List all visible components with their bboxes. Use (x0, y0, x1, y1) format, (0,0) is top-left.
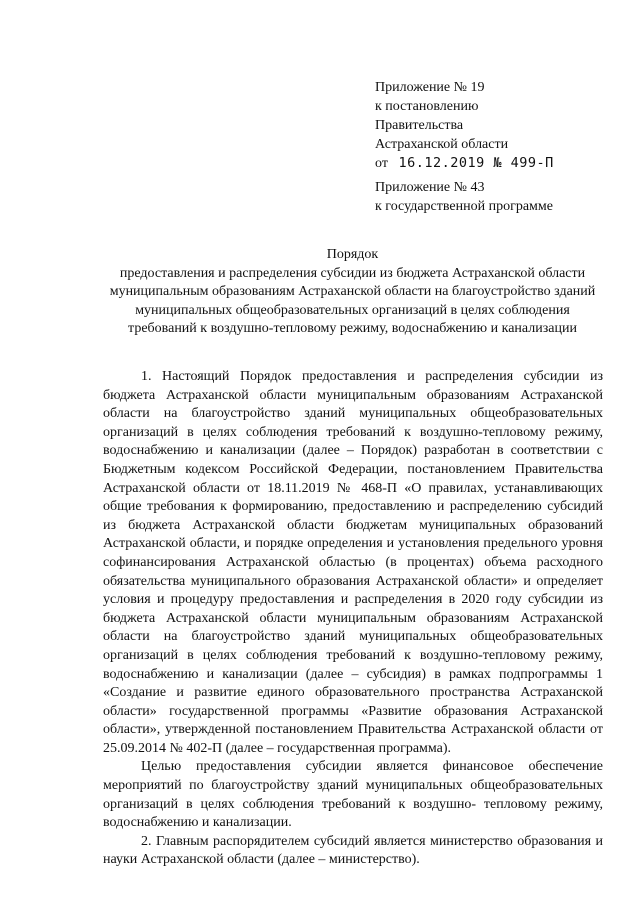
appendix-43-number: Приложение № 43 (375, 180, 485, 195)
appendix-19-ref: к постановлению (375, 99, 479, 114)
appendix-43-block (375, 178, 553, 216)
appendix-19-authority: Правительства (375, 118, 464, 133)
appendix-19-block (375, 78, 554, 173)
appendix-19-region: Астраханской области (375, 137, 509, 152)
appendix-19-date-prefix: от (375, 156, 388, 171)
paragraph-1: 1. Настоящий Порядок предоставления и распределения субсидии из бюджета Астраханской области муниципальным образованиям Астраханской области на благоустройство зданий муниципальных общеобразовательных организаций в целях соблюдения требований к воздушно-тепловому режиму, водоснабжению и канализации (далее – Порядок) разработан в соответствии с Бюджетным кодексом Российской Федерации, постановлением Правительства Астраханской области от 18.11.2019 № 468-П «О правилах, устанавливающих общие требования к формированию, предоставлению и распределению субсидий из бюджета Астраханской области бюджетам муниципальных образований Астраханской области, и порядке определения и установления предельного уровня софинансирования Астраханской областью (в процентах) объема расходного обязательства муниципального образования Астраханской области» и определяет условия и процедуру предоставления и распределения в 2020 году субсидии из бюджета Астраханской области муниципальным образованиям Астраханской области на благоустройство зданий муниципальных общеобразовательных организаций в целях соблюдения требований к воздушно-тепловому режиму, водоснабжению и канализации (далее – субсидия) в рамках подпрограммы 1 «Создание и развитие единого образовательного пространства Астраханской области» государственной программы «Развитие образования Астраханской области», утвержденной постановлением Правительства Астраханской области от 25.09.2014 № 402-П (далее – государственная программа). (103, 369, 603, 756)
appendix-19-number: Приложение № 19 (375, 80, 485, 95)
appendix-19-date-number: 16.12.2019 № 499-П (398, 155, 554, 171)
document-body (103, 368, 603, 870)
paragraph-2: Целью предоставления субсидии является финансовое обеспечение мероприятий по благоустройству зданий муниципальных общеобразовательных организаций в целях соблюдения требований к воздушно- тепловому режиму, водоснабжению и канализации. (103, 759, 603, 831)
title-heading: Порядок (326, 247, 379, 262)
document-title (100, 246, 605, 339)
appendix-43-ref: к государственной программе (375, 199, 553, 214)
appendix-19-date-line (375, 154, 554, 173)
paragraph-3: 2. Главным распорядителем субсидий является министерство образования и науки Астраханской области (далее – министерство). (103, 833, 603, 868)
title-subtitle: предоставления и распределения субсидии из бюджета Астраханской области муниципальным образованиям Астраханской области на благоустройство зданий муниципальных общеобразовательных организаций в целях соблюдения требований к воздушно-тепловому режиму, водоснабжению и канализации (109, 265, 596, 336)
